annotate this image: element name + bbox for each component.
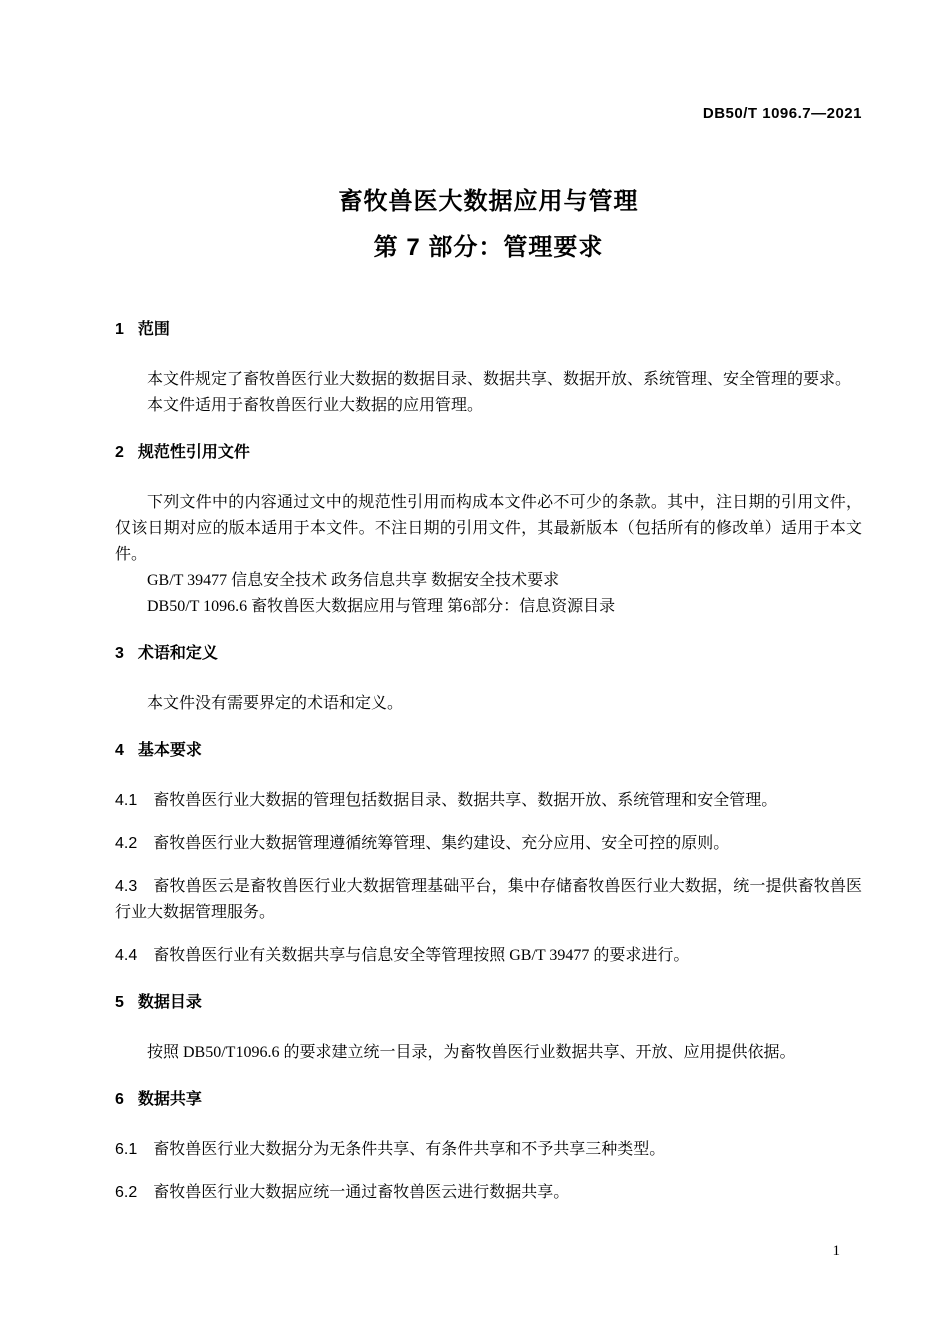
section-number: 3: [115, 645, 124, 662]
paragraph: 本文件适用于畜牧兽医行业大数据的应用管理。: [147, 397, 484, 414]
section-number: 4: [115, 742, 124, 759]
section-data-sharing: [115, 1087, 862, 1206]
section-number: 6: [115, 1091, 124, 1108]
clause-number: 6.1: [115, 1141, 138, 1158]
section-heading: [115, 317, 862, 343]
standard-code: DB50/T 1096.7—2021: [702, 105, 862, 122]
clause-number: 6.2: [115, 1184, 138, 1201]
section-title: 规范性引用文件: [137, 444, 250, 461]
paragraph: 本文件规定了畜牧兽医行业大数据的数据目录、数据共享、数据开放、系统管理、安全管理的要求。: [147, 371, 852, 388]
clause-text: 畜牧兽医行业大数据的管理包括数据目录、数据共享、数据开放、系统管理和安全管理。: [153, 792, 778, 809]
clause-number: 4.3: [115, 878, 138, 895]
clause-number: 4.2: [115, 835, 138, 852]
document-title-line2: 第 7 部分：管理要求: [373, 234, 604, 261]
clause: [115, 831, 862, 857]
section-scope: [115, 317, 862, 419]
clause: [115, 874, 862, 926]
reference-item: DB50/T 1096.6 畜牧兽医大数据应用与管理 第6部分：信息资源目录: [147, 598, 616, 615]
section-basic-requirements: [115, 738, 862, 969]
section-heading: [115, 440, 862, 466]
clause: [115, 943, 862, 969]
section-number: 1: [115, 321, 124, 338]
clause-number: 4.4: [115, 947, 138, 964]
document-title-line1: 畜牧兽医大数据应用与管理: [338, 188, 639, 215]
clause-text: 畜牧兽医行业有关数据共享与信息安全等管理按照 GB/T 39477 的要求进行。: [153, 947, 690, 964]
section-heading: [115, 990, 862, 1016]
clause-text: 畜牧兽医行业大数据分为无条件共享、有条件共享和不予共享三种类型。: [153, 1141, 666, 1158]
paragraph: 按照 DB50/T1096.6 的要求建立统一目录，为畜牧兽医行业数据共享、开放、应用提供依据。: [147, 1044, 796, 1061]
section-number: 2: [115, 444, 124, 461]
clause-text: 畜牧兽医行业大数据应统一通过畜牧兽医云进行数据共享。: [153, 1184, 570, 1201]
document-title: [115, 179, 862, 271]
page-header: [115, 105, 862, 127]
clause: [115, 1180, 862, 1206]
page-number: 1: [832, 1243, 840, 1259]
section-title: 数据目录: [137, 994, 202, 1011]
clause: [115, 788, 862, 814]
section-normative-references: [115, 440, 862, 620]
paragraph: 下列文件中的内容通过文中的规范性引用而构成本文件必不可少的条款。其中，注日期的引用文件，仅该日期对应的版本适用于本文件。不注日期的引用文件，其最新版本（包括所有的修改单）适用于本文件。: [115, 494, 862, 563]
section-heading: [115, 1087, 862, 1113]
section-title: 范围: [137, 321, 170, 338]
clause: [115, 1137, 862, 1163]
clause-text: 畜牧兽医行业大数据管理遵循统筹管理、集约建设、充分应用、安全可控的原则。: [153, 835, 730, 852]
section-heading: [115, 738, 862, 764]
clause-number: 4.1: [115, 792, 138, 809]
section-terms-definitions: [115, 641, 862, 717]
reference-item: GB/T 39477 信息安全技术 政务信息共享 数据安全技术要求: [147, 572, 560, 589]
section-data-catalog: [115, 990, 862, 1066]
section-title: 术语和定义: [137, 645, 218, 662]
section-heading: [115, 641, 862, 667]
clause-text: 畜牧兽医云是畜牧兽医行业大数据管理基础平台，集中存储畜牧兽医行业大数据，统一提供畜牧兽医行业大数据管理服务。: [115, 878, 862, 921]
section-title: 基本要求: [137, 742, 202, 759]
section-title: 数据共享: [137, 1091, 202, 1108]
paragraph: 本文件没有需要界定的术语和定义。: [147, 695, 404, 712]
section-number: 5: [115, 994, 124, 1011]
